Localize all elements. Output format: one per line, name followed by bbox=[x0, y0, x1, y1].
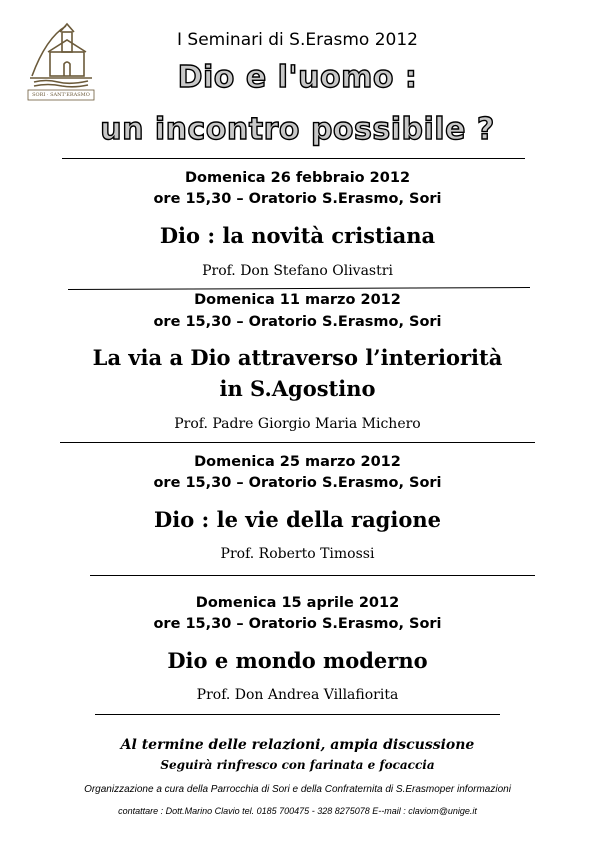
divider bbox=[90, 575, 535, 576]
event-3-date: Domenica 25 marzo 2012 bbox=[194, 454, 401, 470]
event-3-speaker: Prof. Roberto Timossi bbox=[220, 546, 375, 562]
divider bbox=[62, 158, 525, 159]
event-3-place: ore 15,30 – Oratorio S.Erasmo, Sori bbox=[153, 475, 442, 491]
closing-discussion: Al termine delle relazioni, ampia discussione bbox=[120, 737, 475, 753]
event-1-date: Domenica 26 febbraio 2012 bbox=[184, 170, 411, 186]
closing-refreshment: Seguirà rinfresco con farinata e focaccia bbox=[160, 758, 435, 772]
series-title: I Seminari di S.Erasmo 2012 bbox=[176, 30, 418, 50]
event-2-talk-title: La via a Dio attraverso l’interiorità bbox=[92, 345, 503, 370]
event-4-talk-title: Dio e mondo moderno bbox=[167, 648, 428, 673]
organization-note: Organizzazione a cura della Parrocchia di Sori e della Confraternita di S.Erasmoper informazioni bbox=[84, 784, 511, 795]
event-4-place: ore 15,30 – Oratorio S.Erasmo, Sori bbox=[153, 616, 442, 632]
event-2-speaker: Prof. Padre Giorgio Maria Michero bbox=[174, 416, 421, 432]
main-title-line1: Dio e l'uomo : bbox=[177, 60, 418, 95]
event-1-speaker: Prof. Don Stefano Olivastri bbox=[202, 263, 393, 279]
main-title-line2: un incontro possibile ? bbox=[100, 112, 495, 147]
logo-caption: SORI · SANT'ERASMO bbox=[32, 92, 90, 98]
event-1-place: ore 15,30 – Oratorio S.Erasmo, Sori bbox=[153, 191, 442, 207]
event-2-talk-title-line2: in S.Agostino bbox=[219, 376, 376, 401]
contact-info: contattare : Dott.Marino Clavio tel. 0185 700475 - 328 8275078 E--mail : claviom@unige.it bbox=[118, 806, 477, 816]
event-1-talk-title: Dio : la novità cristiana bbox=[159, 223, 436, 248]
event-3-talk-title: Dio : le vie della ragione bbox=[154, 507, 441, 532]
event-2-date: Domenica 11 marzo 2012 bbox=[194, 292, 401, 308]
event-2-place: ore 15,30 – Oratorio S.Erasmo, Sori bbox=[153, 314, 442, 330]
event-4-speaker: Prof. Don Andrea Villafiorita bbox=[196, 687, 399, 703]
divider bbox=[68, 287, 530, 290]
divider bbox=[95, 714, 500, 715]
divider bbox=[60, 442, 535, 443]
event-4-date: Domenica 15 aprile 2012 bbox=[195, 595, 400, 611]
